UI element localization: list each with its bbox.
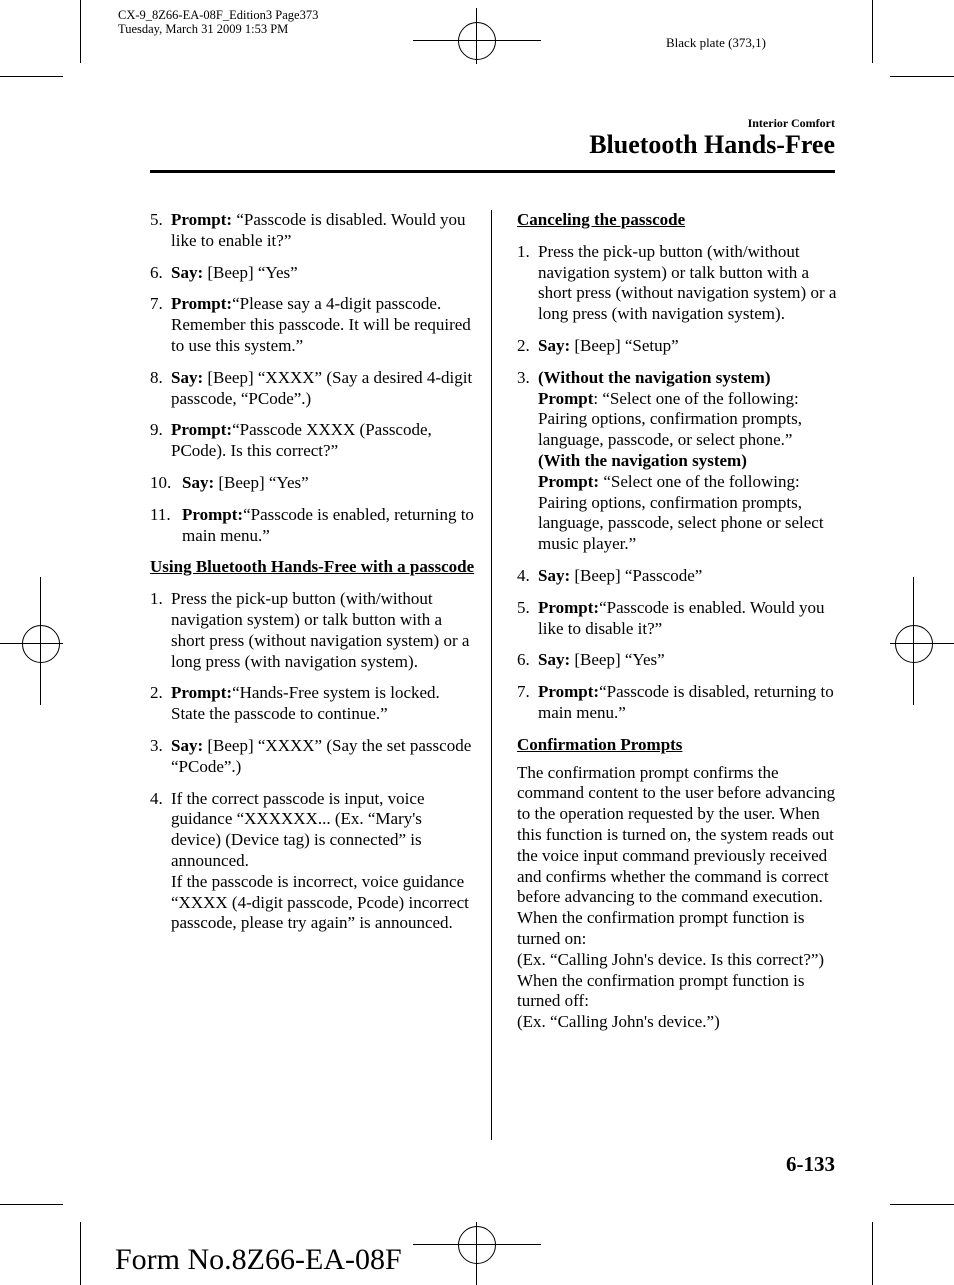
item-number: 2. [517,335,530,355]
registration-mark-circle [22,625,60,663]
section-label: Interior Comfort [747,116,835,130]
item-text: “Passcode XXXX (Passcode, PCode). Is this correct?” [171,420,432,461]
item-label: Prompt: [171,210,233,229]
item-number: 1. [517,241,530,261]
item-text: If the passcode is incorrect, voice guidance “XXXX (4-digit passcode, Pcode) incorrect passcode, please try again” is announced. [171,871,469,933]
item-number: 7. [517,682,530,702]
body-paragraph: When the confirmation prompt function is turned off: [517,970,805,1011]
item-number: 8. [150,367,163,387]
subsection-heading: Using Bluetooth Hands-Free with a passcode [150,557,475,577]
item-number: 3. [517,367,530,387]
item-text: [Beep] “Yes” [203,262,298,282]
item-text: “Select one of the following: Pairing options, confirmation prompts, language, passcode, select phone or select music player.” [538,471,824,554]
crop-mark [890,1204,954,1205]
right-column [517,210,837,1033]
item-label: Say: [171,735,204,755]
item-label: Say: [538,650,571,670]
item-number: 2. [150,683,163,703]
plate-label: Black plate (373,1) [666,35,766,50]
list-item [150,473,475,494]
form-number: Form No.8Z66-EA-08F [115,1243,402,1276]
item-label: Prompt: [171,683,233,703]
item-text: [Beep] “Yes” [570,650,665,670]
item-text: “Passcode is disabled, returning to main menu.” [538,682,834,722]
crop-mark [0,1204,63,1205]
item-text: [Beep] “Passcode” [570,565,703,585]
crop-mark [890,76,954,77]
item-text: “Hands-Free system is locked. State the passcode to continue.” [171,683,440,724]
registration-mark-circle [458,1226,496,1264]
column-divider [491,210,492,1140]
list-item [150,683,475,725]
item-text: “Passcode is disabled. Would you like to enable it?” [171,210,466,250]
print-info-line2: Tuesday, March 31 2009 1:53 PM [118,22,289,36]
list-item [517,650,837,671]
item-label: Say: [538,335,571,355]
left-column [150,210,475,945]
registration-mark-circle [895,625,933,663]
item-number: 1. [150,589,163,609]
item-label: Prompt: [171,420,233,440]
item-number: 3. [150,735,163,755]
item-text: If the correct passcode is input, voice guidance “XXXXXX... (Ex. “Mary's device) (Device tag) is connected” is announced. [171,788,425,870]
crop-mark [80,0,81,63]
item-label: Say: [171,367,204,387]
page-title: Bluetooth Hands-Free [589,130,835,159]
item-text: [Beep] “Setup” [570,335,679,355]
list-item [150,789,475,935]
print-info-line1: CX-9_8Z66-EA-08F_Edition3 Page373 [118,8,319,22]
item-label: Prompt: [171,294,233,314]
item-text: Press the pick-up button (with/without navigation system) or talk button with a short press (without navigation system) or a long press (with navigation system). [538,241,837,324]
list-item [150,736,475,778]
item-number: 6. [150,262,163,282]
item-number: 7. [150,294,163,314]
item-label: Prompt: [182,504,244,524]
item-text: : “Select one of the following: Pairing options, confirmation prompts, language, passcode, or select phone.” [538,388,802,450]
list-item [150,210,475,252]
item-text: “Please say a 4-digit passcode. Remember this passcode. It will be required to use this system.” [171,294,471,355]
list-item [517,336,837,357]
item-text: [Beep] “Yes” [214,472,309,492]
list-item [150,368,475,410]
list-item [150,589,475,672]
item-label: Say: [182,472,215,492]
header-rule [150,170,835,173]
list-item [150,263,475,284]
list-item [150,294,475,356]
item-label: Prompt: [538,597,600,617]
page-number: 6-133 [786,1152,835,1176]
list-item [517,566,837,587]
list-item [150,420,475,462]
item-number: 4. [150,788,163,808]
item-text: “Passcode is enabled, returning to main menu.” [182,504,474,545]
body-paragraph: (Ex. “Calling John's device. Is this correct?”) [517,949,825,969]
crop-mark [872,1222,873,1285]
print-info [118,8,318,36]
list-item [517,598,837,640]
body-paragraph: When the confirmation prompt function is turned on: [517,908,805,948]
body-paragraph: The confirmation prompt confirms the command content to the user before advancing to the operation requested by the user. When this function is turned on, the system reads out the voice input command previously received and confirms whether the command is correct before advancing to the command execution. [517,762,836,907]
subsection-heading: Canceling the passcode [517,210,686,229]
item-label: Prompt: [538,471,600,491]
item-number: 5. [150,210,163,229]
item-text: [Beep] “XXXX” (Say a desired 4-digit passcode, “PCode”.) [171,367,473,408]
body-paragraph: (Ex. “Calling John's device.”) [517,1012,720,1032]
item-number: 6. [517,650,530,670]
list-item [150,505,475,547]
item-label: Prompt: [538,682,600,702]
item-label: Say: [171,262,204,282]
item-condition: (Without the navigation system) [538,367,771,387]
item-label: Say: [538,565,571,585]
item-number: 9. [150,420,163,440]
registration-mark-circle [458,22,496,60]
item-text: Press the pick-up button (with/without navigation system) or talk button with a short press (without navigation system) or a long press (with navigation system). [171,589,470,671]
crop-mark [872,0,873,63]
item-condition: (With the navigation system) [538,450,747,470]
item-text: “Passcode is enabled. Would you like to disable it?” [538,597,825,638]
item-label: Prompt [538,388,594,408]
list-item [517,682,837,724]
item-number: 11. [150,504,171,524]
crop-mark [80,1222,81,1285]
item-number: 10. [150,472,172,492]
list-item [517,368,837,555]
list-item [517,242,837,325]
item-number: 5. [517,597,530,617]
crop-mark [0,76,63,77]
item-number: 4. [517,565,530,585]
item-text: [Beep] “XXXX” (Say the set passcode “PCode”.) [171,735,472,776]
subsection-heading: Confirmation Prompts [517,734,683,754]
